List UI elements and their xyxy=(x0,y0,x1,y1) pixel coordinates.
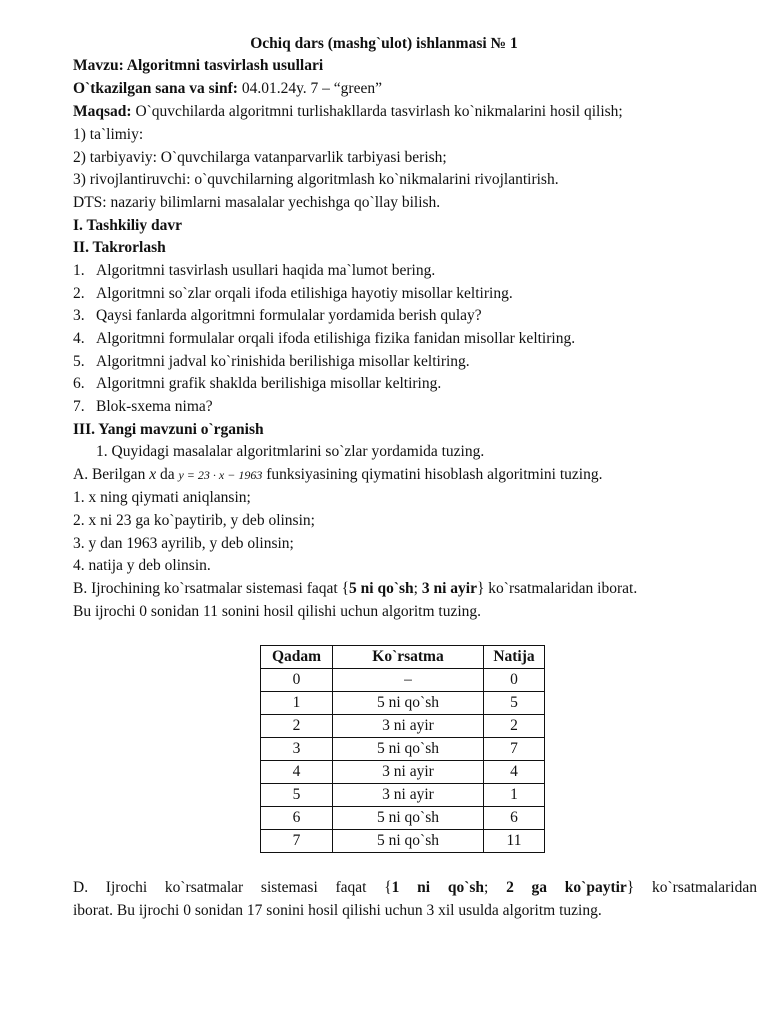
dts-line: DTS: nazariy bilimlarni masalalar yechishga qo`llay bilish. xyxy=(73,194,441,211)
table-cell: 5 xyxy=(261,784,333,807)
table-cell: 1 xyxy=(261,692,333,715)
table-cell: 7 xyxy=(484,738,545,761)
question-item: 1. Algoritmni tasvirlash usullari haqida ma`lumot bering. xyxy=(73,262,436,279)
step-item: 1. x ning qiymati aniqlansin; xyxy=(73,489,251,506)
table-cell: 11 xyxy=(484,830,545,853)
table-cell: 6 xyxy=(484,807,545,830)
column-header: Qadam xyxy=(261,646,333,669)
table-header-row xyxy=(261,646,545,669)
column-header: Ko`rsatma xyxy=(333,646,484,669)
table-row xyxy=(261,738,545,761)
table-cell: 5 ni qo`sh xyxy=(333,692,484,715)
document-title: Ochiq dars (mashg`ulot) ishlanmasi № 1 xyxy=(250,35,518,52)
step-item: 4. natija y deb olinsin. xyxy=(73,557,211,574)
task-d-line2: iborat. Bu ijrochi 0 sonidan 17 sonini hosil qilishi uchun 3 xil usulda algoritm tuzing. xyxy=(73,902,602,919)
goal-item: 2) tarbiyaviy: O`quvchilarga vatanparvarlik tarbiyasi berish; xyxy=(73,149,447,166)
task-a: A. Berilgan x da y = 23 · x − 1963 funksiyasining qiymatini hisoblash algoritmini tuzing. xyxy=(73,466,603,483)
table-row xyxy=(261,761,545,784)
task-d: D. Ijrochi ko`rsatmalar sistemasi faqat {1 ni qo`sh; 2 ga ko`paytir} ko`rsatmalaridan xyxy=(73,879,757,896)
step-item: 3. y dan 1963 ayrilib, y deb olinsin; xyxy=(73,535,294,552)
table-cell: 2 xyxy=(484,715,545,738)
goal-item: 3) rivojlantiruvchi: o`quvchilarning algoritmlash ko`nikmalarini rivojlantirish. xyxy=(73,171,559,188)
question-item: 3. Qaysi fanlarda algoritmni formulalar yordamida berish qulay? xyxy=(73,307,482,324)
question-item: 5. Algoritmni jadval ko`rinishida berilishiga misollar keltiring. xyxy=(73,353,470,370)
table-cell: 5 xyxy=(484,692,545,715)
question-item: 7. Blok-sxema nima? xyxy=(73,398,213,415)
table-row xyxy=(261,692,545,715)
table-cell: 0 xyxy=(484,669,545,692)
table-cell: 0 xyxy=(261,669,333,692)
table-cell: 5 ni qo`sh xyxy=(333,738,484,761)
table-cell: – xyxy=(333,669,484,692)
date-class-line: O`tkazilgan sana va sinf: 04.01.24y. 7 – “green” xyxy=(73,80,382,97)
table-cell: 7 xyxy=(261,830,333,853)
table-cell: 5 ni qo`sh xyxy=(333,807,484,830)
question-item: 4. Algoritmni formulalar orqali ifoda etilishiga fizika fanidan misollar keltiring. xyxy=(73,330,576,347)
table-row xyxy=(261,830,545,853)
goal-line: Maqsad: O`quvchilarda algoritmni turlishakllarda tasvirlash ko`nikmalarini hosil qilish; xyxy=(73,103,623,120)
column-header: Natija xyxy=(484,646,545,669)
section-heading: III. Yangi mavzuni o`rganish xyxy=(73,421,264,438)
steps-table xyxy=(260,645,545,853)
task-b: B. Ijrochining ko`rsatmalar sistemasi faqat {5 ni qo`sh; 3 ni ayir} ko`rsatmalaridan iborat. xyxy=(73,580,638,597)
section-heading: II. Takrorlash xyxy=(73,239,166,256)
question-item: 6. Algoritmni grafik shaklda berilishiga misollar keltiring. xyxy=(73,375,442,392)
task-b-line2: Bu ijrochi 0 sonidan 11 sonini hosil qilishi uchun algoritm tuzing. xyxy=(73,603,482,620)
table-row xyxy=(261,669,545,692)
table-row xyxy=(261,715,545,738)
table-cell: 6 xyxy=(261,807,333,830)
question-item: 2. Algoritmni so`zlar orqali ifoda etilishiga hayotiy misollar keltiring. xyxy=(73,285,513,302)
goal-item: 1) ta`limiy: xyxy=(73,126,144,143)
table-cell: 4 xyxy=(484,761,545,784)
table-row xyxy=(261,807,545,830)
section-heading: I. Tashkiliy davr xyxy=(73,217,182,234)
table-cell: 3 ni ayir xyxy=(333,715,484,738)
table-cell: 3 ni ayir xyxy=(333,761,484,784)
task-intro: 1. Quyidagi masalalar algoritmlarini so`zlar yordamida tuzing. xyxy=(96,443,485,460)
table-cell: 4 xyxy=(261,761,333,784)
topic-line: Mavzu: Algoritmni tasvirlash usullari xyxy=(73,57,324,74)
formula: y = 23 · x − 1963 xyxy=(178,468,263,482)
table-row xyxy=(261,784,545,807)
table-cell: 3 ni ayir xyxy=(333,784,484,807)
table-cell: 3 xyxy=(261,738,333,761)
table-cell: 1 xyxy=(484,784,545,807)
table-cell: 2 xyxy=(261,715,333,738)
table-cell: 5 ni qo`sh xyxy=(333,830,484,853)
step-item: 2. x ni 23 ga ko`paytirib, y deb olinsin; xyxy=(73,512,315,529)
